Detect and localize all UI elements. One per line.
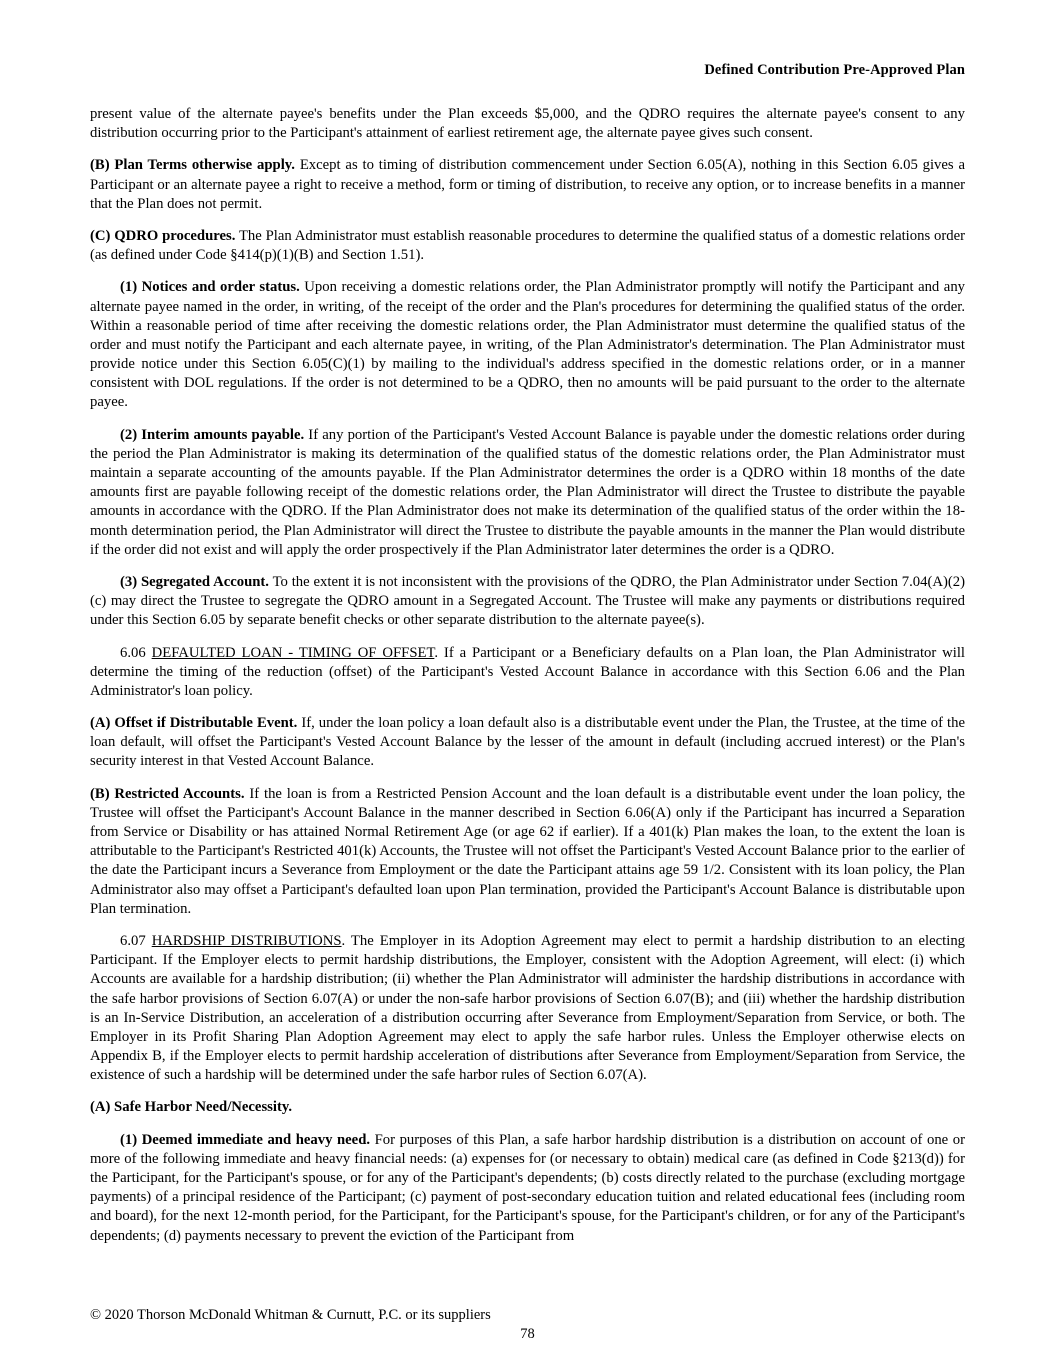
paragraph-607-hardship-distributions-run-1: HARDSHIP DISTRIBUTIONS <box>151 932 342 949</box>
paragraph-606-defaulted-loan-timing-of-offset <box>90 644 965 702</box>
paragraph-b-plan-terms <box>90 156 965 214</box>
paragraph-606b-restricted-accounts-run-1: If the loan is from a Restricted Pension Account and the loan default is a distributable event under the loan policy, the Trustee will offset the Participant's Account Balance in the manner described in Section 6.06(A) only if the Participant has incurred a Separation from Service or Disability or has attained Normal Retirement Age (or age 62 if earlier). If a 401(k) Plan makes the loan, to the extent the loan is attributable to the Participant's Restricted 401(k) Accounts, the Trustee will not offset the Participant's Vested Account Balance prior to the earlier of the date the Participant incurs a Severance from Employment or the date the Participant attains age 59 1/2. Consistent with its loan policy, the Plan Administrator also may offset a Participant's defaulted loan upon Plan termination, provided the Participant's Account Balance is distributable upon Plan termination. <box>90 785 965 917</box>
paragraph-607-hardship-distributions-run-2: . The Employer in its Adoption Agreement may elect to permit a hardship distribution to an electing Participant. If the Employer elects to permit hardship distributions, the Employer, consistent with the Adoption Agreement, will elect: (i) which Accounts are available for a hardship distribution; (ii) whether the Plan Administrator will administer the hardship distributions in accordance with the safe harbor provisions of Section 6.07(A) or under the non-safe harbor provisions of Section 6.07(B); and (iii) whether the hardship distribution is an In-Service Distribution, an acceleration of a distribution occurring after Severance from Employment/Separation from Service, or both. The Employer in its Profit Sharing Plan Adoption Agreement may elect to apply the safe harbor rules. Unless the Employer otherwise elects on Appendix B, if the Employer elects to permit hardship acceleration of distributions after Severance from Employment/Separation from Service, the existence of such a hardship will be determined under the safe harbor rules of Section 6.07(A). <box>90 932 966 1084</box>
paragraph-c-qdro-procedures-run-0: (C) QDRO procedures. <box>90 227 236 244</box>
paragraph-607a1-deemed-immediate-and-heavy-need-run-1: For purposes of this Plan, a safe harbor hardship distribution is a distribution on account of one or more of the following immediate and heavy financial needs: (a) expenses for (or necessary to obtain) medical care (as defined in Code §213(d)) for the Participant, for the Participant's spouse, or for any of the Participant's dependents; (b) costs directly related to the purchase (excluding mortgage payments) of a principal residence of the Participant; (c) payment of post-secondary education tuition and related educational fees (including room and board), for the next 12-month period, for the Participant, for the Participant's spouse, for the Participant's children, or for any of the Participant's dependents; (d) payments necessary to prevent the eviction of the Participant from <box>90 1131 965 1244</box>
page-header <box>90 62 965 79</box>
paragraph-607a1-deemed-immediate-and-heavy-need <box>90 1131 965 1246</box>
paragraph-c-qdro-procedures <box>90 227 965 265</box>
document-body <box>90 105 965 1246</box>
paragraph-606a-offset-if-distributable-event-run-0: (A) Offset if Distributable Event. <box>90 715 298 732</box>
paragraph-607-hardship-distributions-run-0: 6.07 <box>120 932 152 949</box>
paragraph-606b-restricted-accounts <box>90 785 965 919</box>
paragraph-606-defaulted-loan-timing-of-offset-run-0: 6.06 <box>120 644 152 661</box>
paragraph-continuation <box>90 105 965 143</box>
paragraph-c1-notices-and-order-status <box>90 278 965 412</box>
paragraph-607a1-deemed-immediate-and-heavy-need-run-0: (1) Deemed immediate and heavy need. <box>120 1131 371 1148</box>
paragraph-continuation-run-0: present value of the alternate payee's benefits under the Plan exceeds $5,000, and the QDRO requires the alternate payee's consent to any distribution occurring prior to the Participant's attainment of earliest retirement age, the alternate payee gives such consent. <box>90 106 965 142</box>
paragraph-c3-segregated-account-run-1: To the extent it is not inconsistent with the provisions of the QDRO, the Plan Administrator under Section 7.04(A)(2)(c) may direct the Trustee to segregate the QDRO amount in a Segregated Account. The Trustee will make any payments or distributions required under this Section 6.05 by separate benefit checks or other separate distribution to the alternate payee(s). <box>90 573 965 629</box>
paragraph-c2-interim-amounts-payable-run-0: (2) Interim amounts payable. <box>120 426 305 443</box>
paragraph-b-plan-terms-run-1: Except as to timing of distribution commencement under Section 6.05(A), nothing in this Section 6.05 gives a Participant or an alternate payee a right to receive a method, form or timing of distribution, to receive any option, or to increase benefits in a manner that the Plan does not permit. <box>90 157 965 212</box>
paragraph-c2-interim-amounts-payable <box>90 426 965 560</box>
page-footer <box>90 1307 965 1343</box>
page-header-title: Defined Contribution Pre-Approved Plan <box>704 62 965 78</box>
paragraph-606-defaulted-loan-timing-of-offset-run-1: DEFAULTED LOAN - TIMING OF OFFSET <box>151 644 435 661</box>
paragraph-c3-segregated-account-run-0: (3) Segregated Account. <box>120 573 269 590</box>
paragraph-606b-restricted-accounts-run-0: (B) Restricted Accounts. <box>90 785 245 802</box>
paragraph-607-hardship-distributions <box>90 932 965 1086</box>
paragraph-c2-interim-amounts-payable-run-1: If any portion of the Participant's Vested Account Balance is payable under the domestic relations order during the period the Plan Administrator is making its determination of the qualified status of the domestic relations order, the Plan Administrator must maintain a separate accounting of the amounts payable. If the Plan Administrator determines the order is a QDRO within 18 months of the date amounts first are payable following receipt of the domestic relations order, the Plan Administrator will direct the Trustee to distribute the payable amounts in accordance with the QDRO. If the Plan Administrator does not make its determination of the qualified status of the order within the 18-month determination period, the Plan Administrator will direct the Trustee to distribute the payable amounts in the manner the Plan would distribute if the order did not exist and will apply the order prospectively if the Plan Administrator later determines the order is a QDRO. <box>90 426 965 558</box>
paragraph-c1-notices-and-order-status-run-0: (1) Notices and order status. <box>120 279 300 296</box>
paragraph-607a-safe-harbor-need-necessity <box>90 1098 965 1117</box>
paragraph-c3-segregated-account <box>90 573 965 631</box>
paragraph-c1-notices-and-order-status-run-1: Upon receiving a domestic relations order, the Plan Administrator promptly will notify the Participant and any alternate payee named in the order, in writing, of the receipt of the order and the Plan's procedures for determining the qualified status of the order. Within a reasonable period of time after receiving the domestic relations order, the Plan Administrator must determine the qualified status of the order and must notify the Participant and each alternate payee, in writing, of the Plan Administrator's determination. The Plan Administrator must provide notice under this Section 6.05(C)(1) by mailing to the individual's address specified in the domestic relations order, or in a manner consistent with DOL regulations. If the order is not determined to be a QDRO, then no amounts will be paid pursuant to the order to the alternate payee. <box>90 279 966 411</box>
paragraph-607a-safe-harbor-need-necessity-run-0: (A) Safe Harbor Need/Necessity. <box>90 1099 293 1116</box>
paragraph-b-plan-terms-run-0: (B) Plan Terms otherwise apply. <box>90 157 295 174</box>
footer-page-number: 78 <box>520 1326 535 1342</box>
footer-copyright: © 2020 Thorson McDonald Whitman & Curnutt, P.C. or its suppliers <box>90 1307 491 1323</box>
paragraph-606-defaulted-loan-timing-of-offset-run-2: . If a Participant or a Beneficiary defaults on a Plan loan, the Plan Administrator will determine the timing of the reduction (offset) of the Participant's Vested Account Balance in accordance with this Section 6.06 and the Plan Administrator's loan policy. <box>90 644 966 699</box>
paragraph-606a-offset-if-distributable-event <box>90 714 965 772</box>
paragraph-606a-offset-if-distributable-event-run-1: If, under the loan policy a loan default also is a distributable event under the Plan, the Trustee, at the time of the loan default, will offset the Participant's Vested Account Balance by the lesser of the amount in default (including accrued interest) or the Plan's security interest in that Vested Account Balance. <box>90 715 965 770</box>
paragraph-c-qdro-procedures-run-1: The Plan Administrator must establish reasonable procedures to determine the qualified status of a domestic relations order (as defined under Code §414(p)(1)(B) and Section 1.51). <box>90 227 965 264</box>
